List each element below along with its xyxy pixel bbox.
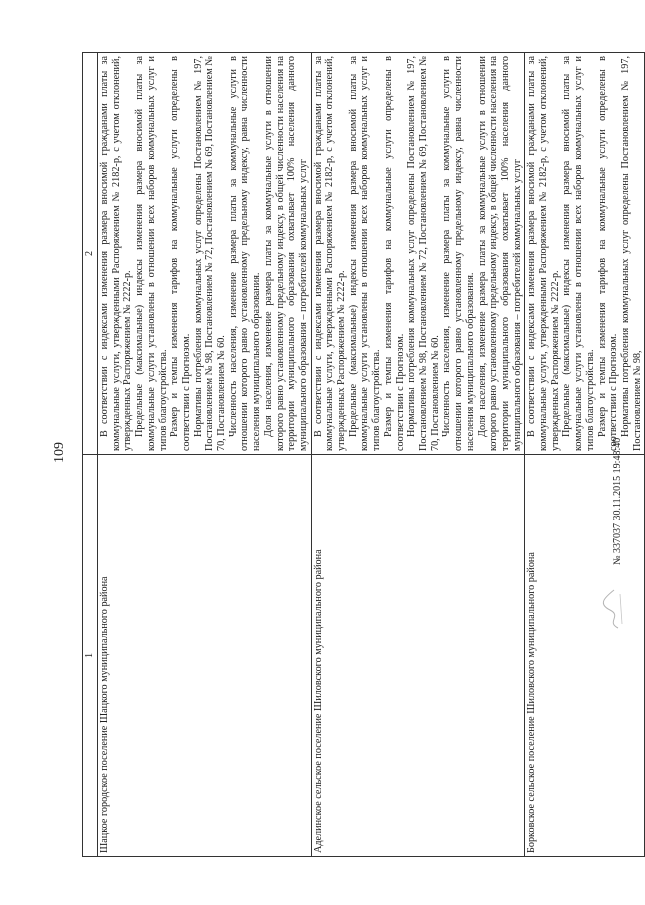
paragraph: Размер и темпы изменения тарифов на коммунальные услуги определены в соответствии с Прогнозом. [382, 56, 406, 451]
table-row [311, 53, 525, 857]
paragraph: Предельные (максимальные) индексы изменения размера вносимой платы за коммунальные услуги установлены в отношении всех наборов коммунальных услуг и типов благоустройства. [561, 56, 596, 451]
paragraph: Нормативы потребления коммунальных услуг определены Постановлением № 197, Постановлением № 98, Постановлением № 72, Постановлением № 69, Постановлением № 70, Постановлением № 60. [406, 56, 441, 451]
paragraph: Предельные (максимальные) индексы изменения размера вносимой платы за коммунальные услуги установлены в отношении всех наборов коммунальных услуг и типов благоустройства. [347, 56, 383, 451]
municipality-name: Шацкое городское поселение Шацкого муниципального района [98, 455, 312, 857]
signature-mark [600, 588, 626, 630]
services-table [82, 52, 645, 857]
paragraph: Доля населения, изменение размера платы за коммунальные услуги в отношении которого равно установленному предельному индексу, в общей численности населения на территории муниципального образования охватывает 100% населения данного муниципального образования – потребителей коммунальных услуг [262, 56, 309, 451]
paragraph: Предельные (максимальные) индексы изменения размера вносимой платы за коммунальные услуги установлены в отношении всех наборов коммунальных услуг и типов благоустройства. [134, 56, 169, 451]
table-row [98, 53, 312, 857]
page-number: 109 [52, 442, 67, 463]
description-cell [525, 53, 645, 455]
paragraph: Численность населения, изменение размера платы за коммунальные услуги в отношении которого равно установленному предельному индексу, равна численности населения муниципального образования. [227, 56, 263, 451]
rotated-content [52, 30, 643, 875]
paragraph: Размер и темпы изменения тарифов на коммунальные услуги определены в соответствии с Прогнозом. [596, 56, 620, 451]
paragraph: Нормативы потребления коммунальных услуг определены Постановлением № 197, Постановлением № 98, [619, 56, 643, 451]
registration-stamp: № 337037 30.11.2015 19:48:40 [612, 437, 623, 565]
paragraph: Численность населения, изменение размера платы за коммунальные услуги в отношении которого равно установленному предельному индексу, равна численности населения муниципального образования. [441, 56, 476, 451]
paragraph: В соответствии с индексами изменения размера вносимой гражданами платы за коммунальные услуги, утвержденными Распоряжением № 2182-р, с учетом отклонений, утвержденных Распоряжением № 2222-р. [526, 56, 561, 451]
table-header-row [83, 53, 98, 857]
paragraph: В соответствии с индексами изменения размера вносимой гражданами платы за коммунальные услуги, утвержденными Распоряжением № 2182-р, с учетом отклонений, утвержденных Распоряжением № 2222-р. [99, 56, 134, 451]
column-header-2: 2 [83, 53, 98, 455]
column-header-1: 1 [83, 455, 98, 857]
table-row [525, 53, 645, 857]
paragraph: Размер и темпы изменения тарифов на коммунальные услуги определены в соответствии с Прогнозом. [169, 56, 192, 451]
paragraph: В соответствии с индексами изменения размера вносимой гражданами платы за коммунальные услуги, утвержденными Распоряжением № 2182-р, с учетом отклонений, утвержденных Распоряжением № 2222-р. [312, 56, 348, 451]
description-cell [311, 53, 525, 455]
municipality-name: Аделинское сельское поселение Шиловского муниципального района [311, 455, 525, 857]
municipality-name: Борковское сельское поселение Шиловского муниципального района [525, 455, 645, 857]
paragraph: Доля населения, изменение размера платы за коммунальные услуги в отношении которого равно установленному предельному индексу, в общей численности населения на территории муниципального образования охватывает 100% населения данного муниципального образования – потребителей коммунальных услуг [476, 56, 523, 451]
description-cell [98, 53, 312, 455]
paragraph: Нормативы потребления коммунальных услуг определены Постановлением № 197, Постановлением № 98, Постановлением № 72, Постановлением № 69, Постановлением № 70, Постановлением № 60. [192, 56, 228, 451]
